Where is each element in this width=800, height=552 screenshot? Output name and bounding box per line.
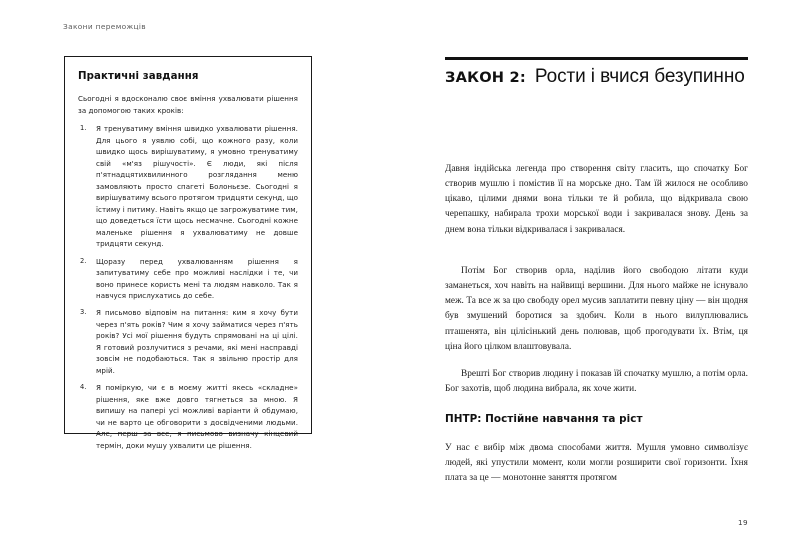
practice-steps-list [78, 123, 298, 451]
chapter-heading [445, 66, 755, 88]
practice-exercises-box [64, 56, 312, 450]
list-item-text: Я тренуватиму вміння швидко ухвалювати рішення. Для цього я уявлю собі, що кожного разу, коли швидко щось вирішуватиму, я умовно тренуватиму свій «м'яз рішучості». Є люди, які після п'ятнадцятихвилинного розглядання меню замовляють просто спагеті Болоньєзе. Сьогодні я вирішуватиму всього протягом тридцяти секунд, що їстиму і питиму. Навіть якщо це загрожуватиме тим, що доведеться їсти щось несмачне. Сьогодні кожне маленьке рішення я ухвалюватиму не довше тридцяти секунд. [96, 124, 298, 249]
list-item-number: 4. [80, 383, 87, 392]
body-paragraph: Врешті Бог створив людину і показав їй спочатку мушлю, а потім орла. Бог захотів, щоб людина вибрала, як хоче жити. [445, 369, 748, 395]
body-paragraph: Давня індійська легенда про створення світу гласить, що спочатку Бог створив мушлю і помістив її на морське дно. Там їй жилося не особливо цікаво, цілими днями вона тільки те й робила, що відкривала свою черепашку, набирала трохи морської води і закривалася знову. День за днем вона тільки відкривалася і закривалася. [445, 164, 748, 235]
chapter-title: Рости і вчися безупинно [534, 66, 745, 87]
list-item [78, 307, 298, 376]
section-heading: ПНТР: Постійне навчання та ріст [445, 413, 643, 425]
chapter-label: ЗАКОН 2: [445, 69, 526, 86]
list-item-text: Я поміркую, чи є в моєму житті якесь «складне» рішення, яке вже довго тягнеться за мною. Я випишу на папері усі можливі варіанти й обдумаю, чи не варто це обговорити з досвідченими людьми. Але, перш за все, я письмово визначу кінцевий термін, доки мушу ухвалити це рішення. [96, 383, 298, 450]
section-body-paragraph: У нас є вибір між двома способами життя. Мушля умовно символізує людей, які упустили момент, коли могли розширити свої горизонти. Їхня плата за це — монотонне заняття протягом [445, 443, 748, 484]
list-item-text: Я письмово відповім на питання: ким я хочу бути через п'ять років? Чим я хочу займатися через п'ять років? Усі мої рішення будуть спрямовані на ці цілі. Я готовий розлучитися з речами, які мені насправді зовсім не подобаються. Так я звільню простір для мрій. [96, 308, 298, 375]
list-item-number: 3. [80, 308, 87, 317]
list-item [78, 256, 298, 302]
body-paragraph: Потім Бог створив орла, наділив його свободою літати куди заманеться, хоч навіть на найвищі вершини. Для нього майже не існувало меж. Та все ж за цю свободу орел мусив заплатити певну ціну — він щодня був змушений боротися за здобич. Коли в нього вилуплювались пташенята, він цілісінький день полював, щоб прогодувати їх. Втім, ця ціна його цілком влаштовувала. [445, 266, 748, 352]
list-item-number: 2. [80, 256, 87, 265]
chapter-rule-divider [445, 57, 748, 60]
right-page [400, 0, 800, 552]
page-number: 19 [738, 518, 748, 527]
list-item-number: 1. [80, 124, 87, 133]
practice-box-title: Практичні завдання [78, 71, 199, 82]
practice-box-intro: Сьогодні я вдосконалю своє вміння ухвалювати рішення за допомогою таких кроків: [78, 94, 298, 115]
list-item-text: Щоразу перед ухвалюванням рішення я запитуватиму себе про можливі наслідки і те, чи воно принесе користь мені та людям навколо. Так я навчуся прислухатись до себе. [96, 256, 298, 300]
running-head: Закони переможців [63, 22, 146, 31]
list-item [78, 382, 298, 451]
list-item [78, 123, 298, 249]
